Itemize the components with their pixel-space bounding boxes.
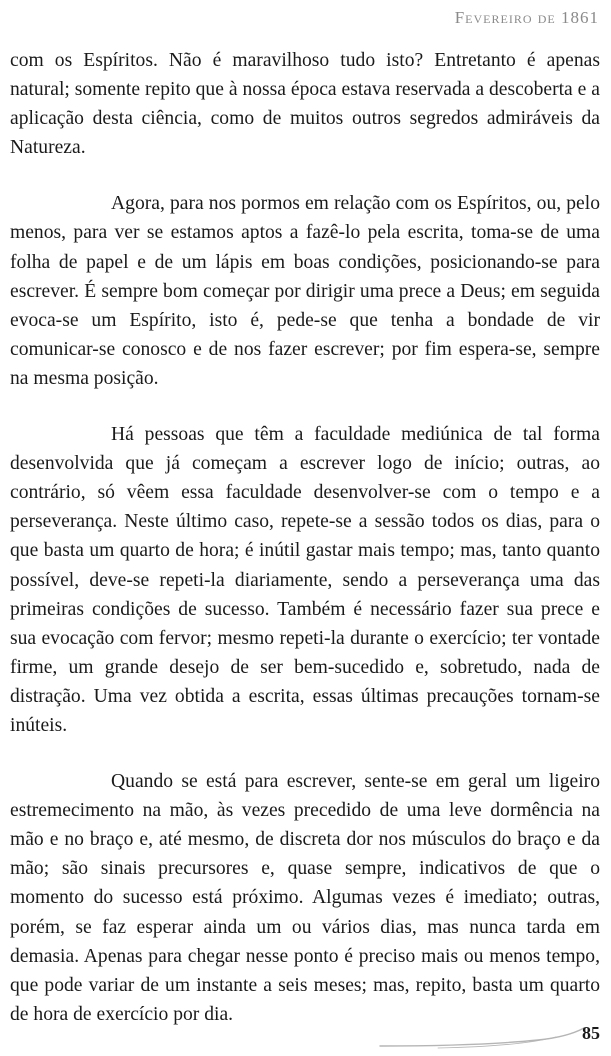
- paragraph-continuation: com os Espíritos. Não é maravilhoso tudo isto? Entretanto é apenas natural; somente repito que à nossa época estava reservada a descoberta e a aplicação desta ciência, como de muitos outros segredos admiráveis da Natureza.: [10, 50, 600, 159]
- page-body: [10, 46, 600, 1056]
- paragraph: Há pessoas que têm a faculdade mediúnica de tal forma desenvolvida que já começam a escrever logo de início; outras, ao contrário, só vêem essa faculdade desenvolver-se com o tempo e a perseverança. Neste último caso, repete-se a sessão todos os dias, para o que basta um quarto de hora; é inútil gastar mais tempo; mas, tanto quanto possível, deve-se repeti-la diariamente, sendo a perseverança uma das primeiras condições de sucesso. Também é necessário fazer sua prece e sua evocação com fervor; mesmo repeti-la durante o exercício; ter vontade firme, um grande desejo de ser bem-sucedido e, sobretudo, nada de distração. Uma vez obtida a escrita, essas últimas precauções tornam-se inúteis.: [10, 424, 600, 736]
- paragraph: Quando se está para escrever, sente-se em geral um ligeiro estremecimento na mão, às vezes precedido de uma leve dormência na mão e no braço e, até mesmo, de discreta dor nos músculos do braço e da mão; são sinais precursores e, quase sempre, indicativos de que o momento do sucesso está próximo. Algumas vezes é imediato; outras, porém, se faz esperar ainda um ou vários dias, mas nunca tarda em demasia. Apenas para chegar nesse ponto é preciso mais ou menos tempo, que pode variar de um instante a seis meses; mas, repito, basta um quarto de hora de exercício por dia.: [10, 771, 600, 1025]
- page-number: 85: [582, 1023, 600, 1043]
- footer-flourish-ornament: [378, 1024, 588, 1052]
- paragraph: Agora, para nos pormos em relação com os Espíritos, ou, pelo menos, para ver se estamos aptos a fazê-lo pela escrita, toma-se de uma folha de papel e de um lápis em boas condições, posicionando-se para escrever. É sempre bom começar por dirigir uma prece a Deus; em seguida evoca-se um Espírito, isto é, pede-se que tenha a bondade de vir comunicar-se conosco e de nos fazer escrever; por fim espera-se, sempre na mesma posição.: [10, 193, 600, 389]
- running-header: Fevereiro de 1861: [454, 8, 599, 27]
